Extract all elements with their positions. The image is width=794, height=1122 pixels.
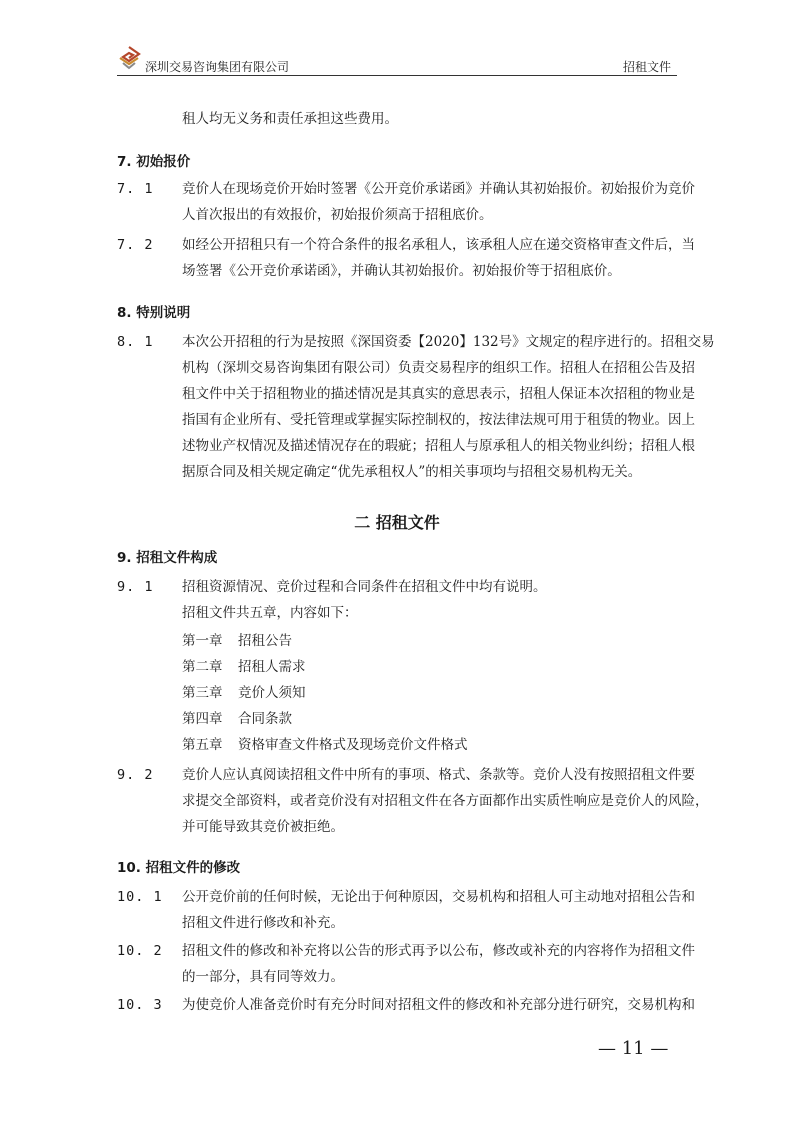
toc-label: 第五章	[182, 737, 223, 753]
section-heading: 8. 特别说明	[117, 305, 191, 321]
clause-text: 竞价人在现场竞价开始时签署《公开竞价承诺函》并确认其初始报价。初始报价为竞价	[182, 181, 695, 197]
toc-label: 第一章	[182, 633, 223, 649]
clause-text: 求提交全部资料，或者竞价没有对招租文件在各方面都作出实质性响应是竞价人的风险，	[182, 793, 709, 809]
section-heading: 10. 招租文件的修改	[117, 860, 241, 876]
clause-number: 10. 2	[117, 943, 163, 959]
toc-item	[182, 732, 468, 758]
clause-text: 如经公开招租只有一个符合条件的报名承租人，该承租人应在递交资格审查文件后，当	[182, 237, 695, 253]
clause-text: 指国有企业所有、受托管理或掌握实际控制权的，按法律法规可用于租赁的物业。因上	[182, 412, 695, 428]
clause-text: 本次公开招租的行为是按照《深国资委【2020】132号》文规定的程序进行的。招租交易	[182, 334, 715, 350]
clause-text: 竞价人应认真阅读招租文件中所有的事项、格式、条款等。竞价人没有按照招租文件要	[182, 767, 695, 783]
clause-text: 招租资源情况、竞价过程和合同条件在招租文件中均有说明。	[182, 579, 547, 595]
toc-label: 第三章	[182, 685, 223, 701]
page-number: — 11 —	[598, 1038, 669, 1059]
clause-number: 10. 3	[117, 997, 163, 1013]
clause-text: 招租文件共五章，内容如下：	[182, 605, 358, 621]
toc-title: 招租人需求	[238, 659, 306, 675]
clause-text: 招租文件进行修改和补充。	[182, 915, 344, 931]
toc-item	[182, 706, 292, 732]
clause-text: 招租文件的修改和补充将以公告的形式再予以公布，修改或补充的内容将作为招租文件	[182, 943, 695, 959]
clause-number: 8. 1	[117, 334, 154, 350]
clause-number: 10. 1	[117, 889, 163, 905]
toc-item	[182, 680, 306, 706]
section-heading: 9. 招租文件构成	[117, 550, 218, 566]
clause-text: 的一部分，具有同等效力。	[182, 969, 344, 985]
toc-item	[182, 628, 292, 654]
toc-title: 竞价人须知	[238, 685, 306, 701]
section-heading: 7. 初始报价	[117, 154, 191, 170]
clause-number: 7. 2	[117, 237, 154, 253]
toc-title: 资格审查文件格式及现场竞价文件格式	[238, 737, 468, 753]
chapter-title: 二 招租文件	[354, 513, 440, 532]
clause-text: 租文件中关于招租物业的描述情况是其真实的意思表示，招租人保证本次招租的物业是	[182, 386, 695, 402]
header-divider	[117, 75, 677, 76]
toc-label: 第二章	[182, 659, 223, 675]
clause-text: 并可能导致其竞价被拒绝。	[182, 819, 344, 835]
clause-text: 场签署《公开竞价承诺函》，并确认其初始报价。初始报价等于招租底价。	[182, 263, 621, 279]
toc-title: 招租公告	[238, 633, 292, 649]
clause-text: 述物业产权情况及描述情况存在的瑕疵；招租人与原承租人的相关物业纠纷；招租人根	[182, 438, 695, 454]
clause-number: 7. 1	[117, 181, 154, 197]
clause-number: 9. 2	[117, 767, 154, 783]
clause-text: 人首次报出的有效报价，初始报价须高于招租底价。	[182, 207, 493, 223]
clause-number: 9. 1	[117, 579, 154, 595]
clause-text: 为使竞价人准备竞价时有充分时间对招租文件的修改和补充部分进行研究，交易机构和	[182, 997, 695, 1013]
page-header	[117, 44, 677, 78]
toc-item	[182, 654, 306, 680]
company-logo-icon	[117, 46, 141, 70]
clause-text: 机构（深圳交易咨询集团有限公司）负责交易程序的组织工作。招租人在招租公告及招	[182, 360, 695, 376]
clause-text: 据原合同及相关规定确定“优先承租权人”的相关事项均与招租交易机构无关。	[182, 464, 642, 480]
company-name: 深圳交易咨询集团有限公司	[145, 60, 290, 74]
toc-title: 合同条款	[238, 711, 292, 727]
clause-text: 公开竞价前的任何时候，无论出于何种原因，交易机构和招租人可主动地对招租公告和	[182, 889, 695, 905]
continuation-text: 租人均无义务和责任承担这些费用。	[182, 111, 398, 127]
document-type: 招租文件	[622, 60, 671, 74]
toc-label: 第四章	[182, 711, 223, 727]
